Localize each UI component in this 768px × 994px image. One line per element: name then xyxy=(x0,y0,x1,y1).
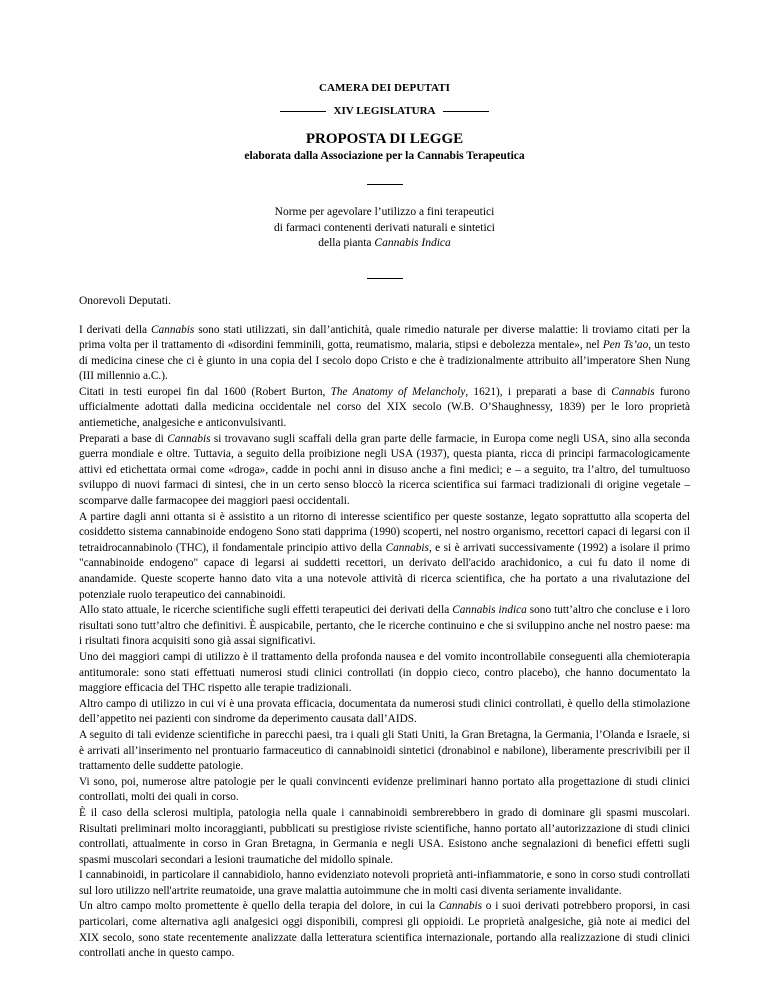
paragraph-text: , e si è arrivati successivamente (1992) a isolare il primo "cannabinoide endogeno" capace di legarsi ai suddetti recettori, un derivato dell'acido arachidonico, a cui fu dato il nome di anandamide. Queste scoperte hanno dato vita a una notevole attività di ricerca scientifica, che ha portato a una rivalutazione del potenziale ruolo terapeutico dei cannabinoidi. xyxy=(79,541,690,601)
paragraph-text: Uno dei maggiori campi di utilizzo è il trattamento della profonda nausea e del vomito incontrollabile conseguenti alla chemioterapia antitumorale: sono stati effettuati numerosi studi clinici controllati (in doppio cieco, contro placebo), che hanno documentato la maggiore efficacia del THC rispetto alle terapie tradizionali. xyxy=(79,650,690,695)
paragraph-text: I derivati della xyxy=(79,323,151,336)
italic-term: Cannabis xyxy=(151,323,195,336)
body-paragraph xyxy=(79,775,690,806)
paragraph-text: sono tutt’altro che concluse e i loro risultati sono tutt’altro che definitivi. È auspicabile, pertanto, che le ricerche continuino e che si sviluppino anche nel nostro paese: ma i risultati finora acquisiti sono già assai significativi. xyxy=(79,604,690,648)
body-paragraph xyxy=(79,806,690,868)
italic-term: Cannabis xyxy=(167,432,211,445)
body-paragraph xyxy=(79,868,690,899)
legislature-heading xyxy=(79,105,690,117)
paragraph-text: sono stati utilizzati, sin dall’antichità, quale rimedio naturale per diverse malattie: li troviamo citati per la prima volta per il trattamento di «disordini femminili, gotta, reumatismo, malaria, stipsi e debolezza mentale», nel xyxy=(79,323,690,352)
body-paragraph xyxy=(79,899,690,961)
body-paragraph xyxy=(79,697,690,728)
paragraph-text: È il caso della sclerosi multipla, patologia nella quale i cannabinoidi sembrerebbero in grado di dominare gli spasmi muscolari. Risultati preliminari molto incoraggianti, pubblicati su prestigiose riviste scientifiche, hanno portato all’autorizzazione di studi clinici controllati, attualmente in corso in Gran Bretagna, in Germania e negli USA. Esistono anche segnalazioni di benefici effetti sugli spasmi muscolari secondari a lesioni traumatiche del midollo spinale. xyxy=(79,806,690,866)
paragraph-text: , un testo di medicina cinese che ci è giunto in una copia del I secolo dopo Cristo e che è tradizionalmente attribuito all’imperatore Shen Nung (III millennio a.C.). xyxy=(79,339,690,383)
paragraph-text: I cannabinoidi, in particolare il cannabidiolo, hanno evidenziato notevoli proprietà anti-infiammatorie, e sono in corso studi controllati sul loro utilizzo nell'artrite reumatoide, una grave malattia autoimmune che in molti casi diventa seriamente invalidante. xyxy=(79,869,690,897)
italic-term: Cannabis indica xyxy=(452,604,527,617)
body-paragraph xyxy=(79,510,690,604)
italic-term: Pen Ts’ao xyxy=(602,339,649,352)
paragraph-text: Preparati a base di xyxy=(79,432,168,445)
salutation: Onorevoli Deputati. xyxy=(79,294,171,307)
document-page xyxy=(79,78,690,962)
body-text xyxy=(79,323,690,962)
legislature-label: XIV LEGISLATURA xyxy=(333,105,436,117)
body-paragraph xyxy=(79,728,690,775)
caption-text: della pianta xyxy=(318,237,375,249)
left-rule xyxy=(280,111,326,112)
separator-rule xyxy=(367,278,403,279)
italic-term: Cannabis xyxy=(438,900,483,913)
paragraph-text: , 1621), i preparati a base di xyxy=(465,385,612,398)
paragraph-text: Allo stato attuale, le ricerche scientifiche sugli effetti terapeutici dei derivati della xyxy=(79,604,453,617)
caption-line xyxy=(79,236,690,252)
body-paragraph xyxy=(79,323,690,385)
italic-term: Cannabis xyxy=(385,541,429,554)
body-paragraph xyxy=(79,432,690,510)
body-paragraph xyxy=(79,603,690,650)
paragraph-text: Un altro campo molto promettente è quello della terapia del dolore, in cui la xyxy=(79,900,439,913)
italic-term: Cannabis xyxy=(611,385,655,398)
paragraph-text: A partire dagli anni ottanta si è assistito a un ritorno di interesse scientifico per queste sostanze, legato soprattutto alla scoperta del cosiddetto sistema cannabinoide endogeno Sono stati dapprima (1990) scoperti, nel nostro organismo, recettori capaci di legarsi con il tetraidrocannabinolo (THC), il fondamentale principio attivo della xyxy=(79,510,690,554)
paragraph-text: o i suoi derivati potrebbero proporsi, in casi particolari, come alternativa agli analgesici oggi disponibili, compresi gli oppioidi. Le proprietà analgesiche, già note ai medici del XIX secolo, sono state recentemente analizzate dalla letteratura scientifica internazionale, portando alla realizzazione di studi clinici controllati anche in questo campo. xyxy=(79,900,690,960)
italic-term: The Anatomy of Melancholy xyxy=(330,385,466,398)
document-title: PROPOSTA DI LEGGE xyxy=(305,131,464,147)
body-paragraph xyxy=(79,650,690,697)
caption-line: di farmaci contenenti derivati naturali e sintetici xyxy=(274,221,495,234)
paragraph-text: Citati in testi europei fin dal 1600 (Robert Burton, xyxy=(79,385,331,398)
body-paragraph xyxy=(79,385,690,432)
caption-line: Norme per agevolare l’utilizzo a fini terapeutici xyxy=(274,206,495,218)
document-subtitle: elaborata dalla Associazione per la Cannabis Terapeutica xyxy=(244,150,525,162)
paragraph-text: Vi sono, poi, numerose altre patologie per le quali convincenti evidenze preliminari hanno portato alla progettazione di studi clinici controllati, molti dei quali in corso. xyxy=(79,775,690,804)
paragraph-text: Altro campo di utilizzo in cui vi è una provata efficacia, documentata da numerosi studi clinici controllati, è quello della stimolazione dell’appetito nei pazienti con sindrome da deperimento causata dall’AIDS. xyxy=(79,697,690,726)
chamber-heading: CAMERA DEI DEPUTATI xyxy=(318,82,451,94)
right-rule xyxy=(443,111,489,112)
bill-caption xyxy=(79,205,690,252)
paragraph-text: si trovavano sugli scaffali della gran parte delle farmacie, in Europa come negli USA, sino alla seconda guerra mondiale e oltre. Tuttavia, a seguito della proibizione negli USA (1937), questa pianta, ricca di principi farmacologicamente attivi ed etichettata ormai come «droga», cadde in pochi anni in disuso anche a fini medici; e – a seguito, tra l’altro, del tumultuoso sviluppo di nuovi farmaci di sintesi, che in un certo senso bloccò la ricerca scientifica sui farmaci tradizionali di origine vegetale – scomparve dalle farmacopee dei maggiori paesi occidentali. xyxy=(79,432,690,508)
caption-italic-text: Cannabis Indica xyxy=(374,237,451,249)
paragraph-text: furono ufficialmente adottati dalla medicina occidentale nel corso del XIX secolo (W.B. O’Shaughnessy, 1839) per le loro proprietà antiemetiche, analgesiche e anticonvulsivanti. xyxy=(79,385,690,430)
separator-rule xyxy=(367,184,403,185)
paragraph-text: A seguito di tali evidenze scientifiche in parecchi paesi, tra i quali gli Stati Uniti, la Gran Bretagna, la Germania, l’Olanda e Israele, si è arrivati all’inserimento nel prontuario farmaceutico di cannabinoidi sintetici (dronabinol e nabilone), liberamente prescrivibili per il trattamento delle suddette patologie. xyxy=(79,728,690,773)
